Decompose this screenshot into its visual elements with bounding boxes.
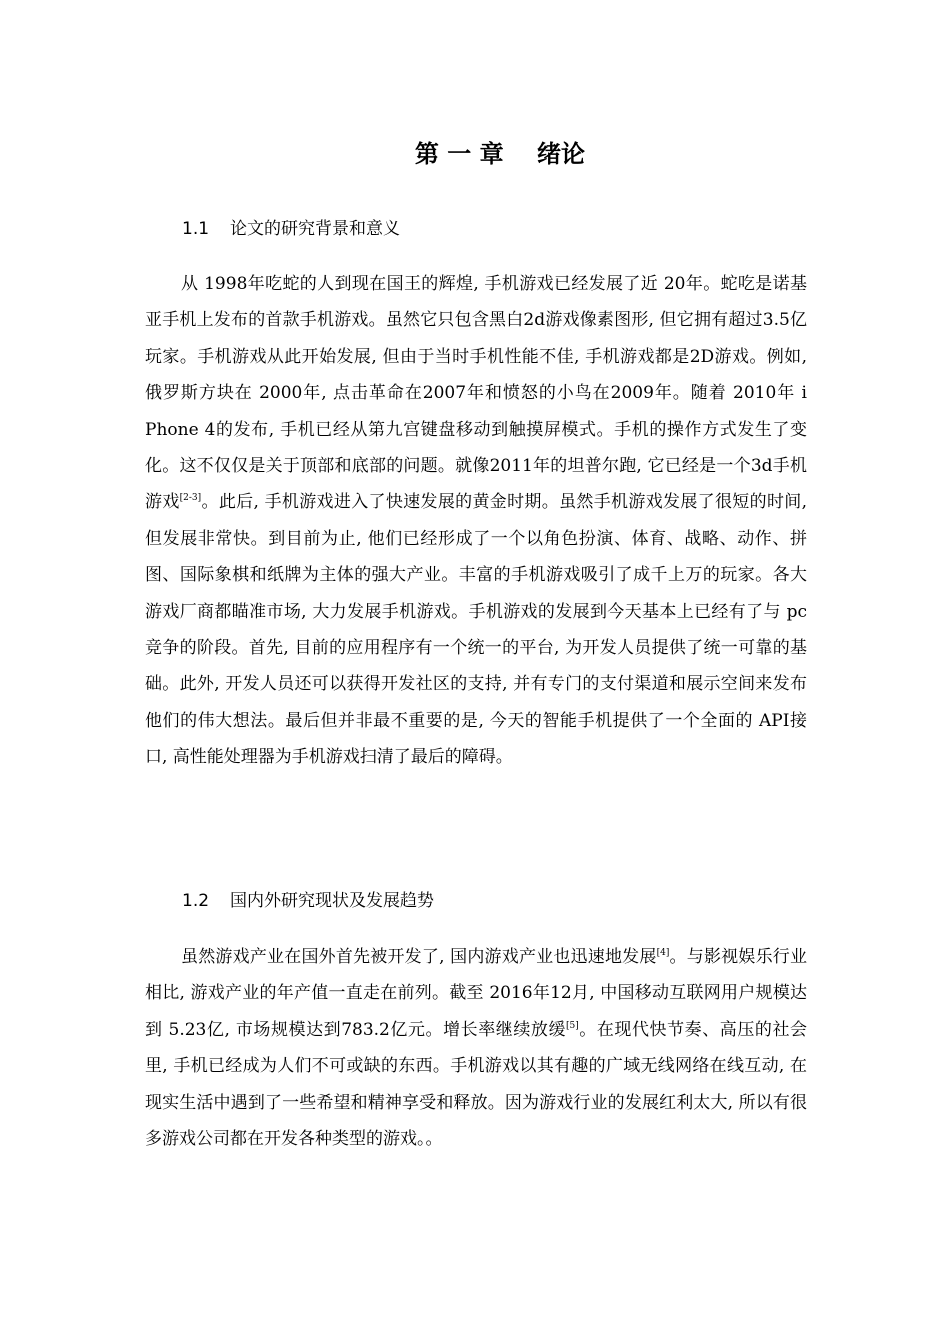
chapter-title: 第 一 章 绪论	[414, 140, 586, 168]
citation: [4]	[656, 948, 670, 958]
section-1-1-paragraph	[145, 266, 807, 776]
citation: [5]	[566, 1020, 579, 1031]
paragraph-text: 虽然游戏产业在国外首先被开发了, 国内游戏产业也迅速地发展	[181, 947, 657, 967]
section-number: 1.2	[182, 891, 210, 911]
section-title: 论文的研究背景和意义	[230, 219, 400, 239]
citation: [2-3]	[179, 493, 202, 504]
paragraph-text: 。在现代快节奏、高压的社会里, 手机已经成为人们不可或缺的东西。手机游戏以其有趣的广域无线网络在线互动, 在现实生活中遇到了一些希望和精神享受和释放。因为游戏行业的发展红利太大, 所以有很多游戏公司都在开发各种类型的游戏。。	[145, 1019, 807, 1150]
section-heading-1-1	[182, 217, 400, 241]
paragraph-text: 。此后, 手机游戏进入了快速发展的黄金时期。虽然手机游戏发展了很短的时间, 但发展非常快。到目前为止, 他们已经形成了一个以角色扮演、体育、战略、动作、拼图、国际象棋和纸牌为主体的强大产业。丰富的手机游戏吸引了成千上万的玩家。各大游戏厂商都瞄准市场, 大力发展手机游戏。手机游戏的发展到今天基本上已经有了与 pc竞争的阶段。首先, 目前的应用程序有一个统一的平台, 为开发人员提供了统一可靠的基础。此外, 开发人员还可以获得开发社区的支持, 并有专门的支付渠道和展示空间来发布他们的伟大想法。最后但并非最不重要的是, 今天的智能手机提供了一个全面的 API接口, 高性能处理器为手机游戏扫清了最后的障碍。	[145, 492, 808, 768]
section-heading-1-2	[182, 889, 434, 913]
paragraph-text: 从 1998年吃蛇的人到现在国王的辉煌, 手机游戏已经发展了近 20年。蛇吃是诺基亚手机上发布的首款手机游戏。虽然它只包含黑白2d游戏像素图形, 但它拥有超过3.5亿玩家。手机游戏从此开始发展, 但由于当时手机性能不佳, 手机游戏都是2D游戏。例如, 俄罗斯方块在 2000年, 点击革命在2007年和愤怒的小鸟在2009年。随着 2010年 i Phone 4的发布, 手机已经从第九宫键盘移动到触摸屏模式。手机的操作方式发生了变化。这不仅仅是关于顶部和底部的问题。就像2011年的坦普尔跑, 它已经是一个3d手机游戏	[145, 274, 807, 513]
section-title: 国内外研究现状及发展趋势	[230, 891, 434, 911]
section-1-2-paragraph	[145, 939, 807, 1157]
paragraph-text: 。与影视娱乐行业相比, 游戏产业的年产值一直走在前列。截至 2016年12月, 中国移动互联网用户规模达到 5.23亿, 市场规模达到783.2亿元。增长率继续放缓	[145, 947, 807, 1040]
section-number: 1.1	[182, 219, 210, 239]
